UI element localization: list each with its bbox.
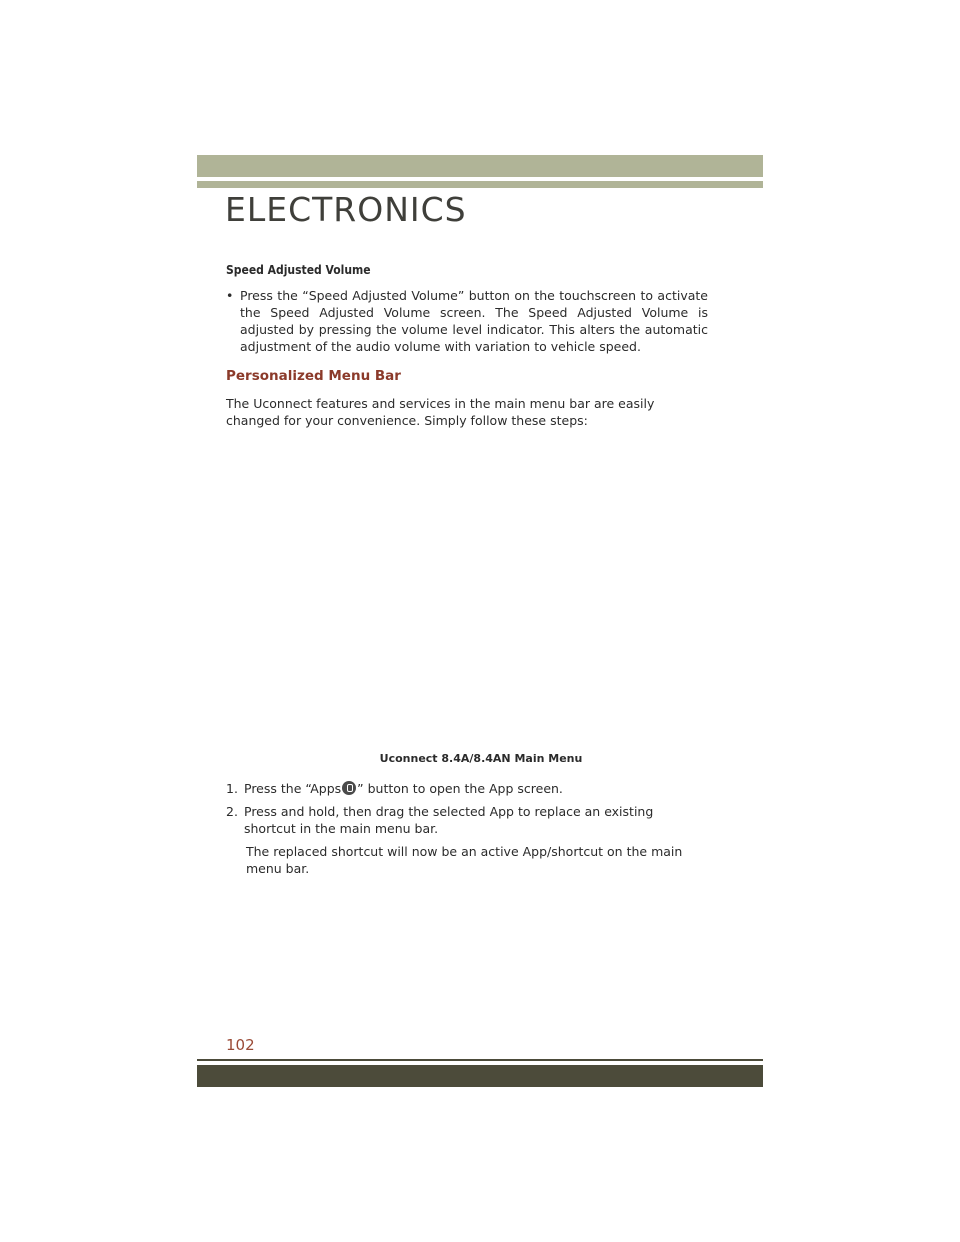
step-text-after: ” button to open the App screen.	[357, 781, 563, 796]
speed-adjusted-volume-subhead: Speed Adjusted Volume	[226, 263, 371, 277]
step-text: Press and hold, then drag the selected App to replace an existing shortcut in the main menu bar.	[244, 804, 654, 836]
footer-bar	[197, 1065, 763, 1087]
header-bar-stripe	[197, 181, 763, 188]
bullet-mark: •	[226, 288, 234, 303]
page-number: 102	[226, 1036, 255, 1054]
figure-caption: Uconnect 8.4A/8.4AN Main Menu	[379, 752, 583, 765]
personalized-menu-bar-heading: Personalized Menu Bar	[226, 368, 401, 384]
figure-placeholder	[226, 440, 708, 740]
header-bar	[197, 155, 763, 177]
step-note: The replaced shortcut will now be an active App/shortcut on the main menu bar.	[246, 844, 683, 876]
menu-bar-intro: The Uconnect features and services in the main menu bar are easily changed for your convenience. Simply follow these steps:	[226, 396, 655, 428]
bullet-text: Press the “Speed Adjusted Volume” button on the touchscreen to activate the Speed Adjusted Volume screen. The Speed Adjusted Volume is adjusted by pressing the volume level indicator. This alters the automatic adjustment of the audio volume with variation to vehicle speed.	[240, 288, 708, 354]
section-title: ELECTRONICS	[225, 190, 467, 229]
step-item	[226, 780, 708, 797]
steps-list	[226, 780, 708, 877]
apps-icon	[342, 781, 356, 795]
step-text-before: Press the “Apps	[244, 781, 342, 796]
step-text	[244, 780, 708, 797]
bullet-item	[226, 287, 708, 355]
footer-rule	[197, 1059, 763, 1061]
step-number: 2.	[226, 804, 238, 819]
step-number: 1.	[226, 781, 238, 796]
step-item	[226, 803, 708, 837]
main-content	[226, 262, 708, 429]
